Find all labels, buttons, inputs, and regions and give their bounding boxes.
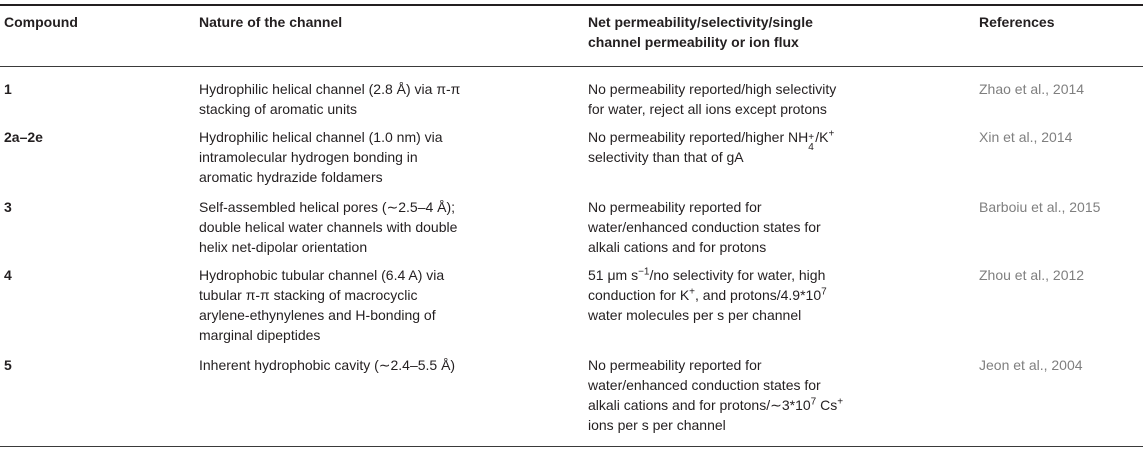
permeability-text: alkali cations and for protons/∼3*10 [588, 397, 811, 413]
reference-link[interactable]: Barboiu et al., 2015 [979, 199, 1101, 215]
reference-link[interactable]: Xin et al., 2014 [979, 129, 1073, 145]
permeability-text: 51 μm s [588, 267, 639, 283]
permeability-text: , and protons/4.9*10 [695, 287, 822, 303]
permeability-text: Cs [816, 397, 838, 413]
charge-superscript: + [828, 128, 835, 140]
permeability-text: No permeability reported/higher NH [588, 129, 809, 145]
header-permeability: Net permeability/selectivity/single channel permeability or ion flux [588, 14, 813, 50]
header-references: References [979, 14, 1055, 30]
permeability-cell [588, 265, 958, 325]
permeability-text: water molecules per s per channel [588, 307, 802, 323]
permeability-cell [588, 127, 958, 167]
compound-cell: 5 [4, 357, 12, 373]
nature-cell: Inherent hydrophobic cavity (∼2.4–5.5 Å) [199, 357, 456, 373]
header-compound: Compound [4, 14, 78, 30]
nature-cell: Hydrophilic helical channel (2.8 Å) via π-π stacking of aromatic units [199, 81, 461, 117]
permeability-cell [588, 355, 958, 435]
compound-cell: 4 [4, 267, 12, 283]
count-subscript: 4 [808, 142, 814, 153]
bottom-rule [0, 446, 1143, 447]
permeability-text: No permeability reported for water/enhanced conduction states for [588, 357, 821, 393]
permeability-text: /no selectivity for water, high [649, 267, 826, 283]
reference-link[interactable]: Zhao et al., 2014 [979, 81, 1085, 97]
charge-superscript: + [808, 132, 815, 143]
nature-cell: Self-assembled helical pores (∼2.5–4 Å); double helical water channels with double helix net-dipolar orientation [199, 199, 458, 255]
unit-superscript: −1 [638, 266, 650, 278]
compound-cell: 2a–2e [4, 129, 43, 145]
permeability-text: ions per s per channel [588, 417, 726, 433]
permeability-text: conduction for K [588, 287, 690, 303]
exponent-superscript: 7 [810, 396, 817, 408]
exponent-superscript: 7 [821, 286, 827, 298]
nature-cell: Hydrophilic helical channel (1.0 nm) via intramolecular hydrogen bonding in aromatic hydrazide foldamers [199, 129, 443, 185]
permeability-cell: No permeability reported for water/enhanced conduction states for alkali cations and for protons [588, 199, 821, 255]
charge-superscript: + [837, 396, 844, 408]
compound-cell: 3 [4, 199, 12, 215]
charge-superscript: + [689, 286, 696, 298]
reference-link[interactable]: Jeon et al., 2004 [979, 357, 1083, 373]
permeability-cell: No permeability reported/high selectivity for water, reject all ions except protons [588, 81, 837, 117]
compound-cell: 1 [4, 81, 12, 97]
reference-link[interactable]: Zhou et al., 2012 [979, 267, 1085, 283]
nature-cell: Hydrophobic tubular channel (6.4 A) via tubular π-π stacking of macrocyclic arylene-ethynylenes and H-bonding of marginal dipeptides [199, 267, 445, 343]
header-rule [0, 66, 1143, 67]
header-nature: Nature of the channel [199, 14, 343, 30]
permeability-text: selectivity than that of gA [588, 149, 744, 165]
top-rule [0, 4, 1143, 6]
permeability-text: /K [815, 129, 829, 145]
